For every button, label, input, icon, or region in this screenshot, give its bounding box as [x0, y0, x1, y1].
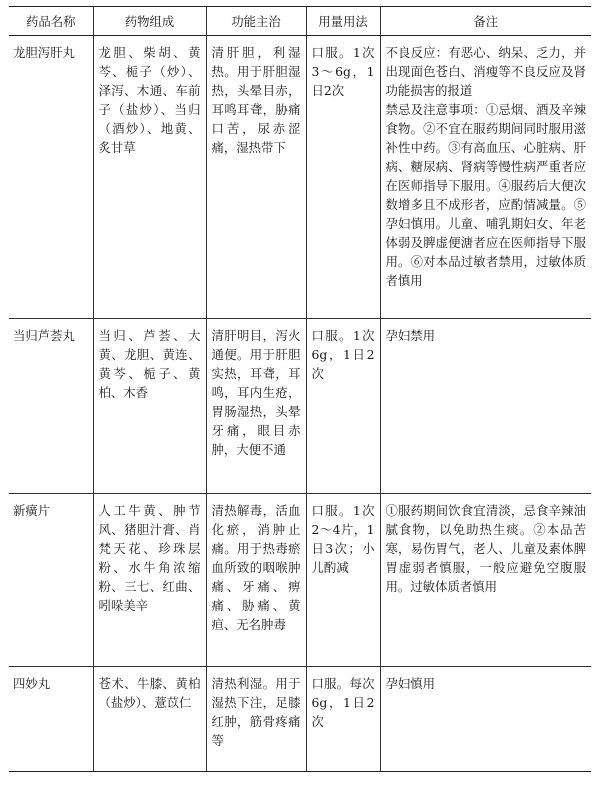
table-header — [9, 7, 591, 36]
header-row — [9, 7, 591, 36]
cell-composition: 当归、芦荟、大黄、龙胆、黄连、黄芩、栀子、黄柏、木香 — [93, 319, 206, 494]
header-composition: 药物组成 — [93, 7, 206, 36]
cell-indication: 清热利湿。用于湿热下注，足膝红肿，筋骨疼痛等 — [206, 667, 306, 772]
medicine-table — [9, 6, 591, 772]
cell-remarks: 不良反应：有恶心、纳呆、乏力，并出现面色苍白、消瘦等不良反应及肾功能损害的报道 禁忌及注意事项：①忌烟、酒及辛辣食物。②不宜在服药期间同时服用滋补性中药。③有高血压、心脏病、肝病、糖尿病、肾病等慢性病严重者应在医师指导下服用。④服药后大便次数增多且不成形者，应酌情减量。⑤孕妇慎用。儿童、哺乳期妇女、年老体弱及脾虚便溏者应在医师指导下服用。⑥对本品过敏者禁用，过敏体质者慎用 — [380, 36, 591, 319]
table-body — [9, 36, 591, 772]
cell-dosage: 口服。1次3～6g，1日2次 — [306, 36, 380, 319]
table-row — [9, 36, 591, 319]
cell-dosage: 口服。1次6g，1日2次 — [306, 319, 380, 494]
cell-composition: 苍术、牛膝、黄柏（盐炒）、薏苡仁 — [93, 667, 206, 772]
cell-remarks: 孕妇禁用 — [380, 319, 591, 494]
table-row — [9, 667, 591, 772]
cell-indication: 清肝明目，泻火通便。用于肝胆实热，耳聋，耳鸣，耳内生疮，胃肠湿热，头晕牙痛，眼目赤肿，大便不通 — [206, 319, 306, 494]
cell-remarks: 孕妇慎用 — [380, 667, 591, 772]
table-row — [9, 494, 591, 667]
cell-drug-name: 新癀片 — [9, 494, 93, 667]
cell-drug-name: 四妙丸 — [9, 667, 93, 772]
cell-composition: 龙胆、柴胡、黄芩、栀子（炒）、泽泻、木通、车前子（盐炒）、当归（酒炒）、地黄、炙甘草 — [93, 36, 206, 319]
header-dosage: 用量用法 — [306, 7, 380, 36]
cell-indication: 清肝胆，利湿热。用于肝胆湿热，头晕目赤，耳鸣耳聋，胁痛口苦，尿赤涩痛，湿热带下 — [206, 36, 306, 319]
cell-drug-name: 龙胆泻肝丸 — [9, 36, 93, 319]
cell-dosage: 口服。1次2～4片，1日3次；小儿酌减 — [306, 494, 380, 667]
cell-drug-name: 当归芦荟丸 — [9, 319, 93, 494]
cell-remarks: ①服药期间饮食宜清淡，忌食辛辣油腻食物，以免助热生痰。②本品苦寒，易伤胃气，老人、儿童及素体脾胃虚弱者慎服，一般应避免空腹服用。过敏体质者慎用 — [380, 494, 591, 667]
header-indication: 功能主治 — [206, 7, 306, 36]
table-row — [9, 319, 591, 494]
header-remarks: 备注 — [473, 13, 499, 29]
cell-indication: 清热解毒，活血化瘀，消肿止痛。用于热毒瘀血所致的咽喉肿痛、牙痛、痹痛、胁痛、黄疸、无名肿毒 — [206, 494, 306, 667]
cell-composition: 人工牛黄、肿节风、猪胆汁膏、肖梵天花、珍珠层粉、水牛角浓缩粉、三七、红曲、吲哚美辛 — [93, 494, 206, 667]
cell-dosage: 口服。每次6g，1日2次 — [306, 667, 380, 772]
header-drug-name: 药品名称 — [9, 7, 93, 36]
